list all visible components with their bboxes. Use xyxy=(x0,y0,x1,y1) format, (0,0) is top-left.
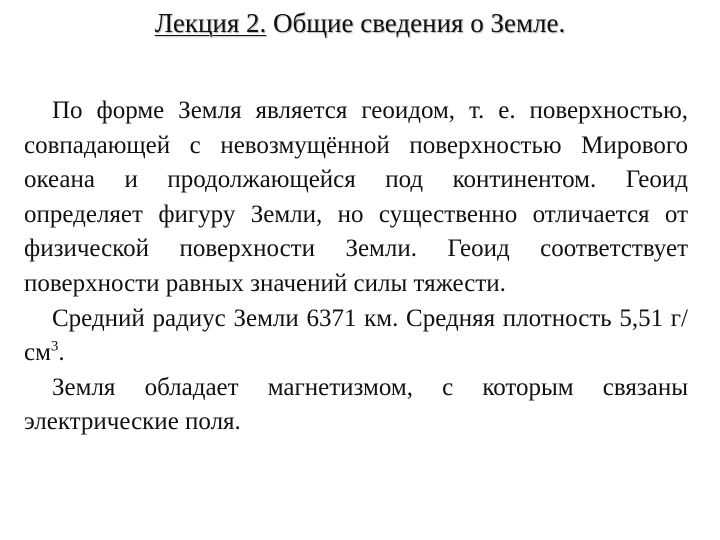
slide-title xyxy=(0,6,720,40)
cubic-superscript: 3 xyxy=(50,338,59,355)
paragraph-geoid xyxy=(24,94,688,302)
slide-body xyxy=(24,94,688,440)
lecture-number: Лекция 2. xyxy=(154,8,267,38)
paragraph-radius-density-text: Средний радиус Земли 6371 км. Средняя плотность 5,51 г/см xyxy=(24,304,688,367)
paragraph-magnetism xyxy=(24,371,688,440)
paragraph-geoid-text: По форме Земля является геоидом, т. е. поверхностью, совпадающей с невозмущённой поверхностью Мирового океана и продолжающейся под континентом. Геоид определяет фигуру Земли, но существенно отличается от физической поверхности Земли. Геоид соответствует поверхности равных значений силы тяжести. xyxy=(24,97,688,297)
paragraph-radius-density xyxy=(24,302,688,371)
paragraph-magnetism-text: Земля обладает магнетизмом, с которым связаны электрические поля. xyxy=(24,373,688,436)
paragraph-radius-density-tail: . xyxy=(58,339,65,367)
lecture-topic: Общие сведения о Земле. xyxy=(273,8,566,38)
